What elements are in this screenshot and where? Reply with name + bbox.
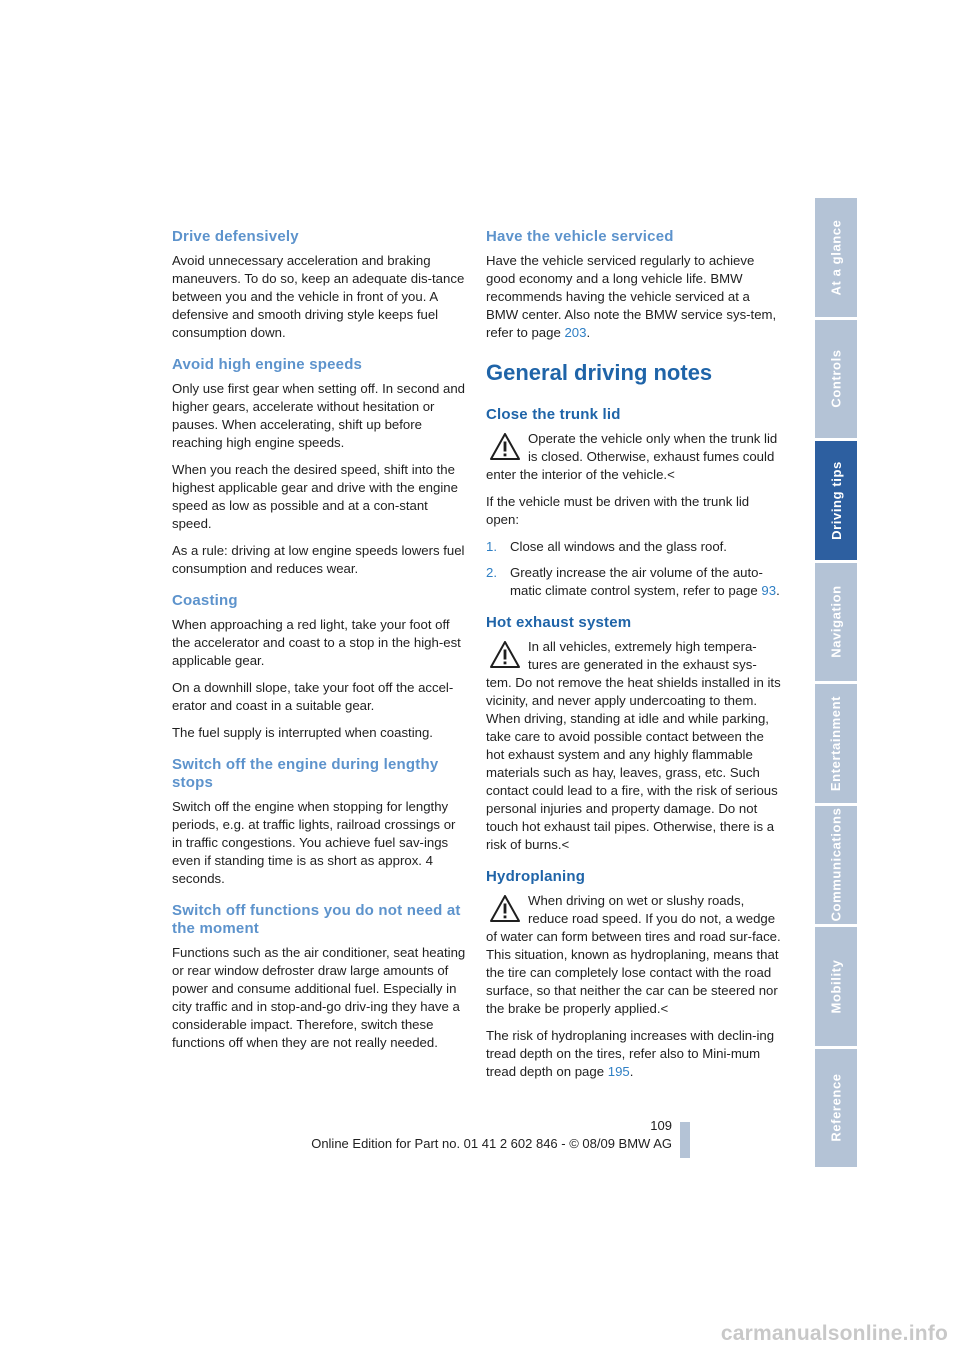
list-text	[510, 564, 782, 600]
section-heading: Hot exhaust system	[486, 614, 632, 631]
list-item	[486, 564, 782, 600]
tab-label: Reference	[828, 1073, 844, 1142]
tab-label: Navigation	[828, 585, 844, 658]
tab-label: Controls	[828, 349, 844, 408]
text-run: The risk of hydroplaning increases with declin-ing tread depth on the tires, refer also to Mini-mum tread depth on page	[486, 1028, 775, 1079]
tab-label: At a glance	[828, 219, 844, 296]
section-heading: Have the vehicle serviced	[486, 228, 674, 245]
warning-triangle-icon	[490, 895, 520, 922]
paragraph: On a downhill slope, take your foot off the accel-erator and coast in a suitable gear.	[172, 680, 454, 713]
tab-label: Entertainment	[828, 695, 844, 791]
section-heading: Hydroplaning	[486, 868, 586, 885]
text-run: .	[776, 583, 780, 598]
warning-text: Operate the vehicle only when the trunk lid is closed. Otherwise, exhaust fumes could enter the interior of the vehicle.<	[486, 431, 778, 482]
section-hydroplaning	[486, 868, 782, 1081]
tab-label: Communications	[828, 807, 844, 922]
tab-label: Driving tips	[828, 460, 844, 540]
text-run: Greatly increase the air volume of the auto-matic climate control system, refer to page	[510, 565, 763, 598]
paragraph: When you reach the desired speed, shift into the highest applicable gear and drive with the engine speed as low as possible and at a con-stant speed.	[172, 462, 458, 531]
page-number: 109	[650, 1118, 672, 1133]
paragraph: When approaching a red light, take your foot off the accelerator and coast to a stop in the high-est applicable gear.	[172, 617, 461, 668]
paragraph: As a rule: driving at low engine speeds lowers fuel consumption and reduces wear.	[172, 543, 465, 576]
page-marker	[680, 1122, 690, 1158]
section-switch-off-functions	[172, 902, 468, 1052]
list-number: 1.	[486, 539, 497, 554]
numbered-list	[486, 538, 782, 600]
paragraph: If the vehicle must be driven with the trunk lid open:	[486, 494, 750, 527]
tab-driving-tips[interactable]	[815, 441, 857, 560]
paragraph	[486, 1027, 782, 1081]
paragraph: Only use first gear when setting off. In second and higher gears, accelerate without hesitation or pauses. When accelerating, shift up before reaching high engine speeds.	[172, 381, 465, 450]
section-avoid-high-engine-speeds	[172, 356, 468, 578]
chapter-tabs	[815, 198, 857, 1170]
section-heading: Coasting	[172, 592, 238, 609]
section-heading: Avoid high engine speeds	[172, 356, 363, 373]
page-link[interactable]: 195	[607, 1064, 630, 1079]
watermark: carmanualsonline.info	[720, 1322, 948, 1345]
warning-text: When driving on wet or slushy roads, reduce road speed. If you do not, a wedge of water can form between tires and road sur-face. This situation, known as hydroplaning, means that the tire can completely lose contact with the road surface, so that neither the car can be steered nor the brake be properly applied.<	[486, 893, 781, 1016]
tab-navigation[interactable]	[815, 563, 857, 682]
tab-mobility[interactable]	[815, 927, 857, 1046]
warning-paragraph	[486, 892, 782, 1018]
warning-paragraph	[486, 638, 782, 854]
tab-at-a-glance[interactable]	[815, 198, 857, 317]
list-item	[486, 538, 782, 556]
list-text: Close all windows and the glass roof.	[510, 539, 727, 554]
section-close-trunk-lid	[486, 406, 782, 600]
warning-paragraph	[486, 430, 782, 484]
section-heading: Drive defensively	[172, 228, 299, 245]
right-column	[486, 228, 782, 1095]
paragraph	[486, 252, 782, 342]
paragraph: Avoid unnecessary acceleration and braking maneuvers. To do so, keep an adequate dis-tance between you and the vehicle in front of you. A defensive and smooth driving style keeps fuel consumption down.	[172, 253, 465, 340]
list-number: 2.	[486, 565, 497, 580]
warning-text: In all vehicles, extremely high tempera-tures are generated in the exhaust sys-tem. Do not remove the heat shields installed in its vicinity, and never apply undercoating to them. When driving, standing at idle and while parking, take care to avoid possible contact between the hot exhaust system and any highly flammable materials such as hay, leaves, grass, etc. Such contact could lead to a fire, with the risk of serious personal injuries and property damage. Do not touch hot exhaust tail pipes. Otherwise, there is a risk of burns.<	[486, 639, 781, 852]
text-run: .	[586, 325, 591, 340]
left-column	[172, 228, 468, 1066]
section-heading: Switch off functions you do not need at the moment	[172, 902, 461, 937]
section-coasting	[172, 592, 468, 742]
page-link[interactable]: 93	[761, 583, 777, 598]
chapter-heading: General driving notes	[486, 360, 713, 385]
paragraph: The fuel supply is interrupted when coasting.	[172, 725, 433, 740]
section-switch-off-engine	[172, 756, 468, 888]
section-heading: Switch off the engine during lengthy stops	[172, 756, 439, 791]
tab-reference[interactable]	[815, 1049, 857, 1168]
paragraph: Functions such as the air conditioner, seat heating or rear window defroster draw large amounts of power and consume additional fuel. Especially in city traffic and in stop-and-go driv-ing they have a considerable impact. Therefore, switch these functions off when they are not really needed.	[172, 945, 466, 1050]
warning-triangle-icon	[490, 433, 520, 460]
page-link[interactable]: 203	[564, 325, 587, 340]
tab-controls[interactable]	[815, 320, 857, 439]
section-heading: Close the trunk lid	[486, 406, 621, 423]
tab-communications[interactable]	[815, 806, 857, 925]
paragraph: Switch off the engine when stopping for lengthy periods, e.g. at traffic lights, railroad crossings or in traffic congestions. You achieve fuel sav-ings even if standing time is as short as approx. 4 seconds.	[172, 799, 456, 886]
footer-edition: Online Edition for Part no. 01 41 2 602 846 - © 08/09 BMW AG	[311, 1136, 672, 1151]
section-have-vehicle-serviced	[486, 228, 782, 342]
text-run: Have the vehicle serviced regularly to achieve good economy and a long vehicle life. BMW recommends having the vehicle serviced at a BMW center. Also note the BMW service sys-tem, refer to page	[486, 253, 777, 340]
warning-triangle-icon	[490, 641, 520, 668]
tab-label: Mobility	[828, 959, 844, 1014]
tab-entertainment[interactable]	[815, 684, 857, 803]
section-hot-exhaust-system	[486, 614, 782, 854]
section-drive-defensively	[172, 228, 468, 342]
text-run: .	[629, 1064, 634, 1079]
